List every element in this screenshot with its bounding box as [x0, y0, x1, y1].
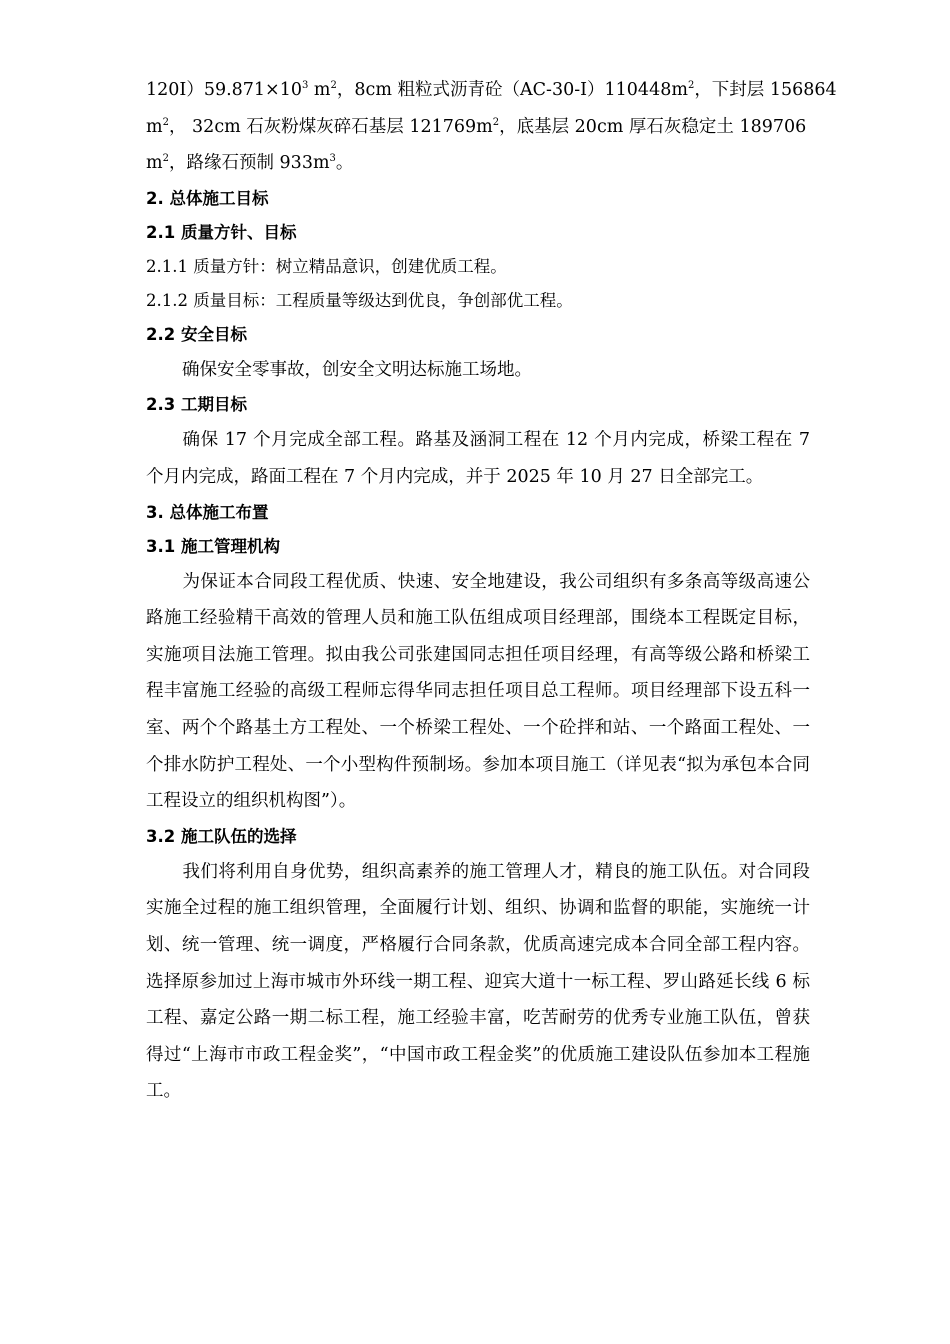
- intro-text: m: [308, 80, 331, 100]
- superscript: 2: [162, 153, 169, 165]
- schedule-target-paragraph: [146, 422, 810, 495]
- intro-text: ，底基层 20cm 厚石灰稳定土 189706: [499, 116, 807, 137]
- superscript: 2: [687, 80, 695, 91]
- safety-target-paragraph: [146, 352, 810, 389]
- intro-text: 。: [335, 153, 354, 174]
- team-selection-paragraph: [146, 854, 810, 1110]
- intro-text: ， 32cm 石灰粉煤灰碎石基层 121769m: [168, 116, 493, 137]
- intro-line-3: [146, 145, 810, 182]
- superscript: 3: [329, 153, 336, 165]
- section-3-2-heading: 3.2 施工队伍的选择: [146, 826, 297, 846]
- intro-line-2: [146, 109, 810, 146]
- quality-target-item: 2.1.2 质量目标：工程质量等级达到优良，争创部优工程。: [146, 290, 573, 310]
- intro-text: m: [146, 153, 163, 174]
- section-2-1-heading: 2.1 质量方针、目标: [146, 222, 297, 242]
- paragraph-text: 我们将利用自身优势，组织高素养的施工管理人才，精良的施工队伍。对合同段实施全过程的施工组织管理，全面履行计划、组织、协调和监督的职能，实施统一计划、统一管理、统一调度，严格履行合同条款，优质高速完成本合同全部工程内容。选择原参加过上海市城市外环线一期工程、迎宾大道十一标工程、罗山路延长线 6 标工程、嘉定公路一期二标工程，施工经验丰富，吃苦耐劳的优秀专业施工队伍，曾获得过“上海市市政工程金奖”，“中国市政工程金奖”的优质施工建设队伍参加本工程施工。: [146, 861, 810, 1102]
- paragraph-text: 确保安全零事故，创安全文明达标施工场地。: [182, 359, 532, 380]
- intro-text: ，路缘石预制 933m: [168, 153, 330, 174]
- superscript: 2: [330, 80, 337, 91]
- paragraph-text: 为保证本合同段工程优质、快速、安全地建设，我公司组织有多条高等级高速公路施工经验精干高效的管理人员和施工队伍组成项目经理部，围绕本工程既定目标，实施项目法施工管理。拟由我公司张建国同志担任项目经理，有高等级公路和桥梁工程丰富施工经验的高级工程师忘得华同志担任项目总工程师。项目经理部下设五科一室、两个个路基土方工程处、一个桥梁工程处、一个砼拌和站、一个路面工程处、一个排水防护工程处、一个小型构件预制场。参加本项目施工（详见表“拟为承包本合同工程设立的组织机构图”）。: [146, 571, 810, 812]
- paragraph-text: 确保 17 个月完成全部工程。路基及涵洞工程在 12 个月内完成，桥梁工程在 7 个月内完成，路面工程在 7 个月内完成，并于 2025 年 10 月 27 日全部完工。: [146, 430, 810, 487]
- section-2-3-heading: 2.3 工期目标: [146, 395, 247, 415]
- superscript: 2: [162, 116, 169, 128]
- section-2-heading: 2. 总体施工目标: [146, 188, 269, 208]
- management-structure-paragraph: [146, 564, 810, 820]
- quality-policy-item: 2.1.1 质量方针：树立精品意识，创建优质工程。: [146, 256, 507, 276]
- superscript: 2: [492, 116, 500, 128]
- section-2-2-heading: 2.2 安全目标: [146, 324, 247, 344]
- section-3-1-heading: 3.1 施工管理机构: [146, 536, 280, 556]
- intro-text: 120I）59.871×10: [146, 80, 302, 100]
- intro-text: ，8cm 粗粒式沥青砼（AC-30-I）110448m: [336, 80, 688, 100]
- section-3-heading: 3. 总体施工布置: [146, 502, 269, 522]
- intro-line-1: [146, 72, 837, 109]
- document-body: [146, 72, 837, 1110]
- superscript: 3: [301, 80, 309, 91]
- intro-text: m: [146, 116, 163, 137]
- intro-text: ，下封层 156864: [694, 80, 837, 100]
